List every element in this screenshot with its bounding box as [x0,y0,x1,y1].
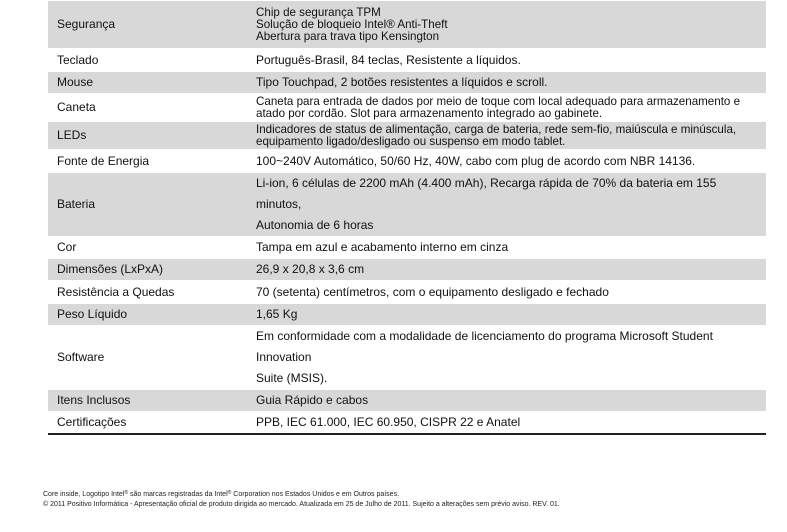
spec-row [48,326,766,390]
spec-value-line: Tampa em azul e acabamento interno em cinza [256,240,509,254]
spec-label: Software [57,350,105,364]
spec-value-line: atado por cordão. Slot para armazenamento integrado ao gabinete. [256,106,603,120]
spec-label: Caneta [57,100,96,114]
spec-value-line: Li-ion, 6 células de 2200 mAh (4.400 mAh), Recarga rápida de 70% da bateria em 155 minutos, [256,176,717,211]
footer-trademark-part-2: são marcas registradas da Intel [128,491,228,498]
spec-table-body [48,1,766,434]
spec-row [48,259,766,281]
spec-value [248,412,766,434]
spec-value-line: Autonomia de 6 horas [256,218,374,232]
spec-value [248,72,766,94]
footer-copyright-line: © 2011 Positivo Informática - Apresentação oficial de produto dirigida ao mercado. Atualizada em 25 de Julho de 2011. Sujeito a alterações sem prévio aviso. REV. 01. [43,501,560,508]
spec-label: Peso Líquido [48,304,248,326]
spec-value [248,94,766,122]
spec-table [48,0,766,435]
footer-trademark-part-3: Corporation nos Estados Unidos e em Outros países. [231,491,400,498]
spec-row [48,94,766,122]
spec-value-line: Chip de segurança TPM [256,5,381,19]
spec-value-line: Abertura para trava tipo Kensington [256,29,440,43]
spec-row [48,173,766,237]
spec-value-line: Tipo Touchpad, 2 botões resistentes a líquidos e scroll. [256,75,548,89]
spec-value-line: Solução de bloqueio Intel® Anti-Theft [256,17,448,31]
spec-value [248,1,766,49]
spec-row [48,150,766,173]
footer-trademark-part-1: Core inside, Logotipo Intel [43,491,125,498]
spec-value-line: 70 (setenta) centímetros, com o equipamento desligado e fechado [256,284,609,299]
spec-row [48,281,766,304]
spec-label: Segurança [48,1,248,49]
registered-mark: ® [227,490,232,496]
spec-row [48,1,766,49]
spec-value-line: equipamento ligado/desligado ou suspenso em modo tablet. [256,134,566,148]
spec-value [248,173,766,237]
spec-label: Bateria [48,173,248,237]
spec-label: Resistência a Quedas [57,284,175,299]
footer-notes [43,490,560,510]
spec-value [248,304,766,326]
spec-row [48,237,766,259]
spec-row [48,122,766,150]
spec-label: Teclado [57,52,99,67]
spec-value [248,259,766,281]
spec-value-line: 100~240V Automático, 50/60 Hz, 40W, cabo com plug de acordo com NBR 14136. [256,153,696,168]
spec-row [48,304,766,326]
spec-value-line: PPB, IEC 61.000, IEC 60.950, CISPR 22 e Anatel [256,414,521,429]
spec-label: Mouse [48,72,248,94]
spec-value-line: 1,65 Kg [256,307,298,321]
spec-row [48,412,766,434]
spec-value [248,281,766,304]
spec-value [248,326,766,390]
spec-value-line: Suite (MSIS). [256,371,328,385]
spec-label: Fonte de Energia [57,153,150,168]
spec-label: Dimensões (LxPxA) [48,259,248,281]
spec-row [48,49,766,72]
footer-trademark-line [43,490,560,500]
spec-label: Itens Inclusos [48,390,248,412]
spec-value [248,122,766,150]
spec-label: Certificações [57,414,127,429]
spec-value-line: Indicadores de status de alimentação, carga de bateria, rede sem-fio, maiúscula e minúscula, [256,122,737,136]
spec-value-line: Em conformidade com a modalidade de licenciamento do programa Microsoft Student Innovation [256,329,713,364]
spec-value-line: Caneta para entrada de dados por meio de toque com local adequado para armazenamento e [256,94,741,108]
registered-mark: ® [124,490,129,496]
spec-row [48,72,766,94]
spec-label: Cor [57,240,77,254]
spec-label: LEDs [48,122,248,150]
spec-row [48,390,766,412]
spec-value [248,237,766,259]
spec-value [248,150,766,173]
spec-value-line: Guia Rápido e cabos [256,393,369,407]
spec-value-line: 26,9 x 20,8 x 3,6 cm [256,262,365,276]
spec-value-line: Português-Brasil, 84 teclas, Resistente a líquidos. [256,52,521,67]
spec-value [248,390,766,412]
spec-value [248,49,766,72]
